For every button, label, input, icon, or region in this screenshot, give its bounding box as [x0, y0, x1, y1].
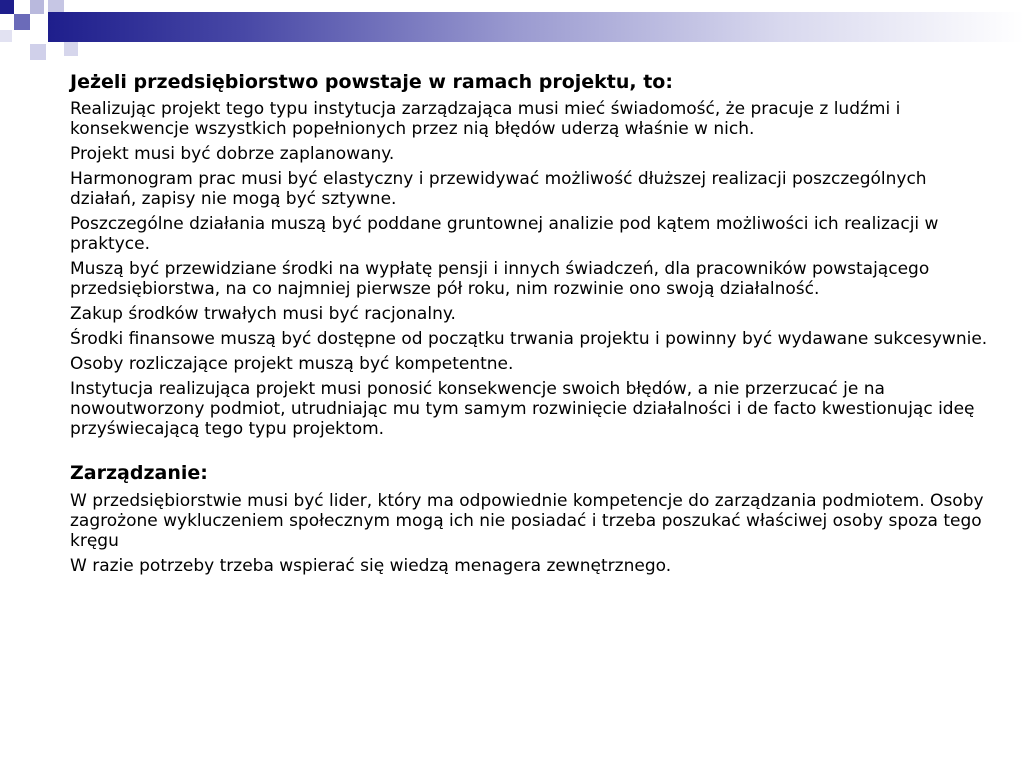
paragraph: Projekt musi być dobrze zaplanowany. — [70, 144, 395, 164]
decor-square — [14, 14, 30, 30]
slide-content — [70, 70, 990, 581]
section-heading-project: Jeżeli przedsiębiorstwo powstaje w ramach projektu, to: — [70, 71, 673, 93]
decor-square — [48, 0, 64, 12]
paragraph: Realizując projekt tego typu instytucja zarządzająca musi mieć świadomość, że pracuje z ludźmi i konsekwencje wszystkich popełnionych przez nią błędów uderzą właśnie w nich. — [70, 99, 901, 139]
header-gradient-bar — [48, 12, 1024, 42]
paragraph: W razie potrzeby trzeba wspierać się wiedzą menagera zewnętrznego. — [70, 556, 672, 576]
paragraph: Muszą być przewidziane środki na wypłatę pensji i innych świadczeń, dla pracowników powstającego przedsiębiorstwa, na co najmniej pierwsze pół roku, nim rozwinie ono swoją działalność. — [70, 259, 930, 299]
paragraph: Środki finansowe muszą być dostępne od początku trwania projektu i powinny być wydawane sukcesywnie. — [70, 329, 988, 349]
decor-square — [0, 30, 12, 42]
paragraph: Harmonogram prac musi być elastyczny i przewidywać możliwość dłuższej realizacji poszczególnych działań, zapisy nie mogą być sztywne. — [70, 169, 927, 209]
paragraph: Instytucja realizująca projekt musi ponosić konsekwencje swoich błędów, a nie przerzucać je na nowoutworzony podmiot, utrudniając mu tym samym rozwinięcie działalności i de facto kwestionując ideę przyświecającą tego typu projektom. — [70, 379, 975, 439]
decor-square — [30, 44, 46, 60]
decor-square — [64, 42, 78, 56]
paragraph: W przedsiębiorstwie musi być lider, który ma odpowiednie kompetencje do zarządzania podmiotem. Osoby zagrożone wykluczeniem społecznym mogą ich nie posiadać i trzeba poszukać właściwej osoby spoza tego kręgu — [70, 491, 984, 551]
section-heading-management: Zarządzanie: — [70, 462, 208, 484]
paragraph: Osoby rozliczające projekt muszą być kompetentne. — [70, 354, 514, 374]
decor-square — [0, 0, 14, 14]
paragraph: Poszczególne działania muszą być poddane gruntownej analizie pod kątem możliwości ich realizacji w praktyce. — [70, 214, 939, 254]
decor-square — [30, 0, 44, 14]
paragraph: Zakup środków trwałych musi być racjonalny. — [70, 304, 456, 324]
